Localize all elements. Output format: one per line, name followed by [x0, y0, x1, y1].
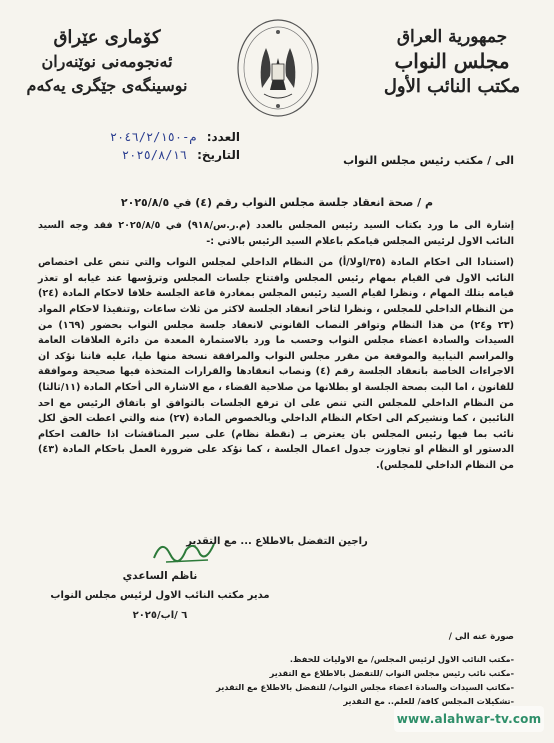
letterhead-kurdish-line-2: ئەنجومەنی نوێنەران [41, 52, 173, 71]
parliament-emblem-icon [236, 18, 320, 118]
letterhead-kurdish [22, 26, 192, 98]
addressee: الى / مكتب رئيس مجلس النواب [343, 154, 514, 167]
signature-date: ٦ /اب/٢٠٢٥ [132, 610, 188, 621]
signatory-title: مدير مكتب النائب الاول لرئيس مجلس النواب [50, 590, 270, 601]
letterhead-arabic-line-3: مكتب النائب الأول [383, 76, 521, 97]
body-intro-paragraph: إشارة الى ما ورد بكتاب السيد رئيس المجلس بالعدد (م.ر.س/٩١٨) في ٢٠٢٥/٨/٥ فقد وجه السيد النائب الاول لرئيس المجلس قيامكم باعلام السيد الرئيس بالاتي :- [38, 220, 514, 247]
copy-to-item: -مكتب نائب رئيس مجلس النواب /للتفضل بالاطلاع مع التقدير [269, 668, 514, 678]
copy-to-list [214, 652, 514, 708]
reference-block [40, 128, 240, 164]
copy-to-item: -مكتب النائب الاول لرئيس المجلس/ مع الاوليات للحفظ. [289, 654, 514, 664]
reference-date-value: ٢٠٢٥/٨/١٦ [121, 148, 187, 162]
subject-line: م / صحة انعقاد جلسة مجلس النواب رقم (٤) في ٢٠٢٥/٨/٥ [120, 196, 434, 209]
body-main-paragraph: (استنادا الى احكام المادة (٣٥/اولا/أ) من النظام الداخلي لمجلس النواب والتي تنص على اختصاص النائب الاول في القيام بمهام رئيس المجلس وافتتاح جلسات المجلس وترؤسها عند غيابه او تعذر قيامه بتلك المهام ، ونظرا لقيام السيد رئيس المجلس بمغادرة قاعة الجلسة خلافا لاحكام المادة (٢٤) من النظام الداخلي للمجلس ، ونظرا لتاخر انعقاد الجلسة لاكثر من ثلاث ساعات ,وتنفيذا لاحكام المواد (٢٣ و٢٤) من هذا النظام وتوافر النصاب القانوني لانعقاد جلسة مجلس النواب بحضور (١٦٩) من السيدات والسادة اعضاء مجلس النواب وحسب ما ورد بالاستمارة المعدة من دائرة العلاقات العامة والمراسم النيابية والموقعة من مقرر مجلس النواب والمرافقة نسخة منها طيا، عليه فاننا نؤكد ان الاجراءات الخاصة بانعقاد الجلسة رقم (٤) ونصاب انعقادها والقرارات المتخذة فيها صحيحة وموافقة للقانون ، اما البت بصحة الجلسة او بطلانها من صلاحية القضاء ، مع الاشارة الى أحكام المادة (١١/ثالثا) من النظام الداخلي للمجلس التي تنص على ان ترفع الجلسات بالتوافق او باتفاق الرئيس مع احد النائبين ، كما ونشيركم الى احكام النظام الداخلي وبالخصوص المادة (٢٧) منه والتي اعطت الحق لكل نائب بما فيها رئيس المجلس بان يعترض بـ (نقطة نظام) على سير المناقشات اذا خالفت احكام الدستور او النظام او تجاوزت جدول اعمال الجلسة ، كما نؤكد على ضرورة العمل باحكام المادة (٤٣) من النظام الداخلي للمجلس). [38, 257, 514, 471]
letterhead-kurdish-line-1: كۆماری عێراق [53, 27, 161, 48]
signatory-name: ناظم الساعدي [122, 570, 198, 582]
closing-line: راجين التفضل بالاطلاع ... مع التقدير [186, 536, 368, 547]
letterhead-arabic-line-2: مجلس النواب [394, 49, 510, 73]
reference-number-row [40, 128, 240, 146]
copy-to-item: -تشكيلات المجلس كافة/ للعلم.. مع التقدير [343, 696, 514, 706]
reference-number-label: العدد: [206, 130, 240, 144]
letterhead-arabic [372, 26, 532, 100]
copy-to-label: صورة عنه الى / [448, 632, 514, 642]
site-watermark: www.alahwar-tv.com [394, 706, 544, 732]
reference-date-row [40, 146, 240, 164]
reference-date-label: التاريخ: [197, 148, 240, 162]
reference-number-value: م-٢٠٤٦/٢/١٥٠ [109, 130, 197, 144]
letter-body [38, 218, 514, 480]
copy-to-item: -مكاتب السيدات والسادة اعضاء مجلس النواب/ للتفضل بالاطلاع مع التقدير [216, 682, 514, 692]
handwritten-signature-icon [148, 532, 220, 568]
letterhead-arabic-line-1: جمهورية العراق [396, 27, 508, 47]
letterhead-kurdish-line-3: نوسینگەی جێگری یەکەم [26, 76, 188, 95]
